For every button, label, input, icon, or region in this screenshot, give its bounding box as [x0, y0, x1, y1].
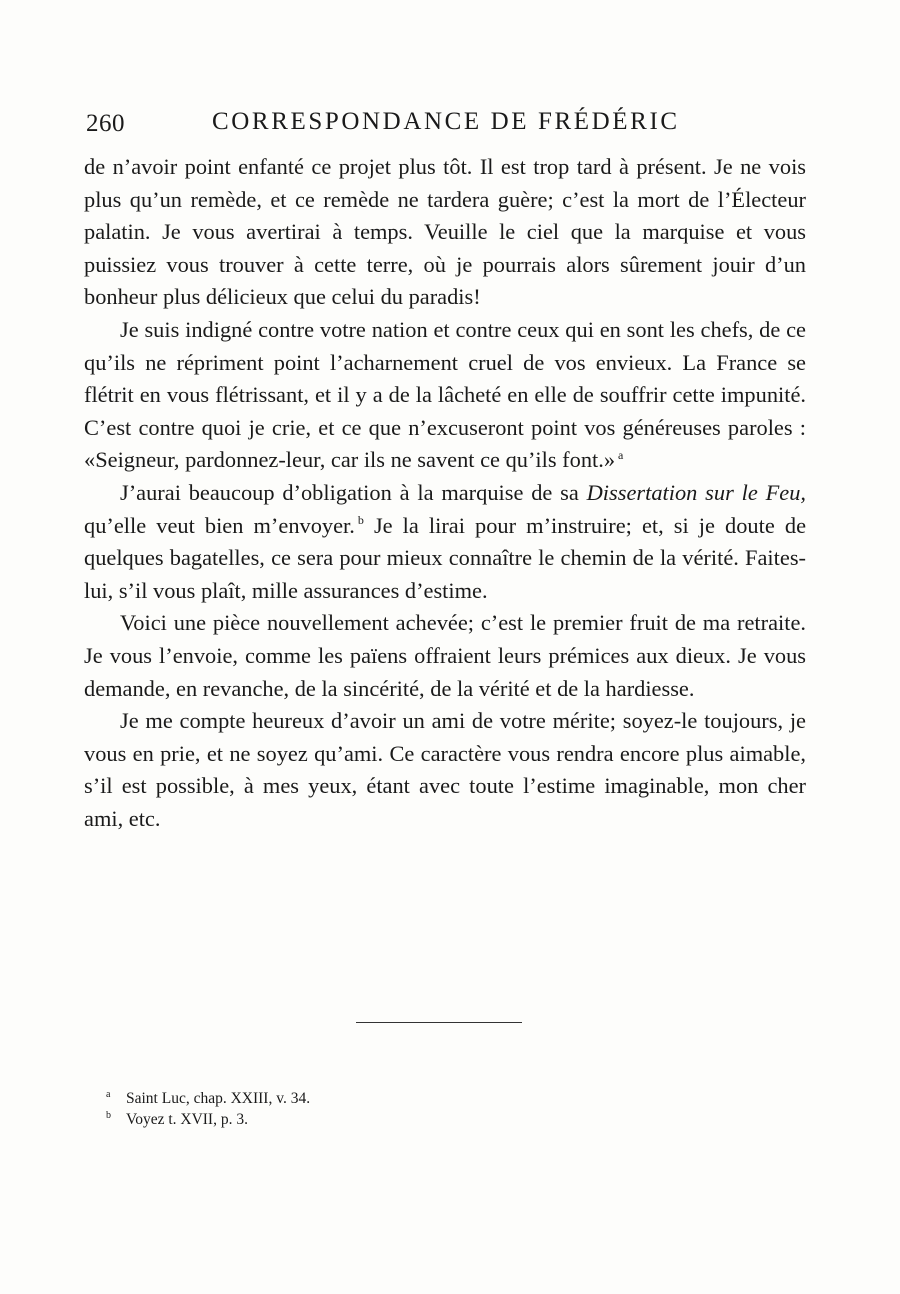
- paragraph-4: Voici une pièce nouvellement achevée; c’est le premier fruit de ma retraite. Je vous l’envoie, comme les païens offraient leurs prémices aux dieux. Je vous demande, en revanche, de la sincérité, de la vérité et de la hardiesse.: [84, 610, 806, 701]
- paragraph-2: [84, 314, 806, 477]
- footnote-ref-a: a: [618, 447, 624, 462]
- paragraph-3: [84, 477, 806, 607]
- running-title: CORRESPONDANCE DE FRÉDÉRIC: [212, 108, 680, 135]
- footnote-b: [106, 1109, 706, 1130]
- running-head: [84, 108, 806, 142]
- footnote-a: [106, 1088, 706, 1109]
- paragraph-2-text: Je suis indigné contre votre nation et contre ceux qui en sont les chefs, de ce qu’ils ne répriment point l’acharnement cruel de vos envieux. La France se flétrit en vous flétrissant, et il y a de la lâcheté en elle de souffrir cette impunité. C’est contre quoi je crie, et ce que n’excuseront point vos généreuses paroles : «Seigneur, pardonnez-leur, car ils ne savent ce qu’ils font.»: [84, 316, 806, 473]
- footnote-separator-rule: [356, 1022, 522, 1023]
- paragraph-1: de n’avoir point enfanté ce projet plus tôt. Il est trop tard à présent. Je ne vois plus qu’un remède, et ce remède ne tardera guère; c’est la mort de l’Électeur palatin. Je vous avertirai à temps. Veuille le ciel que la marquise et vous puissiez vous trouver à cette terre, où je pourrais alors sûrement jouir d’un bonheur plus délicieux que celui du paradis!: [84, 154, 806, 310]
- paragraph-3-text-middle: qu’elle veut bien m’envoyer.: [84, 512, 355, 538]
- footnote-ref-b: b: [357, 513, 364, 528]
- paragraph-5: Je me compte heureux d’avoir un ami de votre mérite; soyez-le toujours, je vous en prie, et ne soyez qu’ami. Ce caractère vous rendra encore plus aimable, s’il est possible, à mes yeux, étant avec toute l’estime imaginable, mon cher ami, etc.: [84, 708, 806, 831]
- letter-body: [84, 151, 806, 835]
- footnote-text: Saint Luc, chap. XXIII, v. 34.: [126, 1090, 311, 1107]
- paragraph-3-text-after: Je la lirai pour m’instruire; et, si je doute de quelques bagatelles, ce sera pour mieux connaître le chemin de la vérité. Faites-lui, s’il vous plaît, mille assurances d’estime.: [84, 512, 807, 603]
- page-number: 260: [86, 110, 125, 137]
- footnote-mark: b: [106, 1110, 111, 1121]
- footnotes: [106, 1088, 706, 1130]
- paragraph-3-text-before: J’aurai beaucoup d’obligation à la marquise de sa: [120, 479, 587, 505]
- work-title-italic: Dissertation sur le Feu,: [586, 479, 806, 505]
- footnote-text: Voyez t. XVII, p. 3.: [126, 1111, 248, 1128]
- footnote-mark: a: [106, 1089, 111, 1100]
